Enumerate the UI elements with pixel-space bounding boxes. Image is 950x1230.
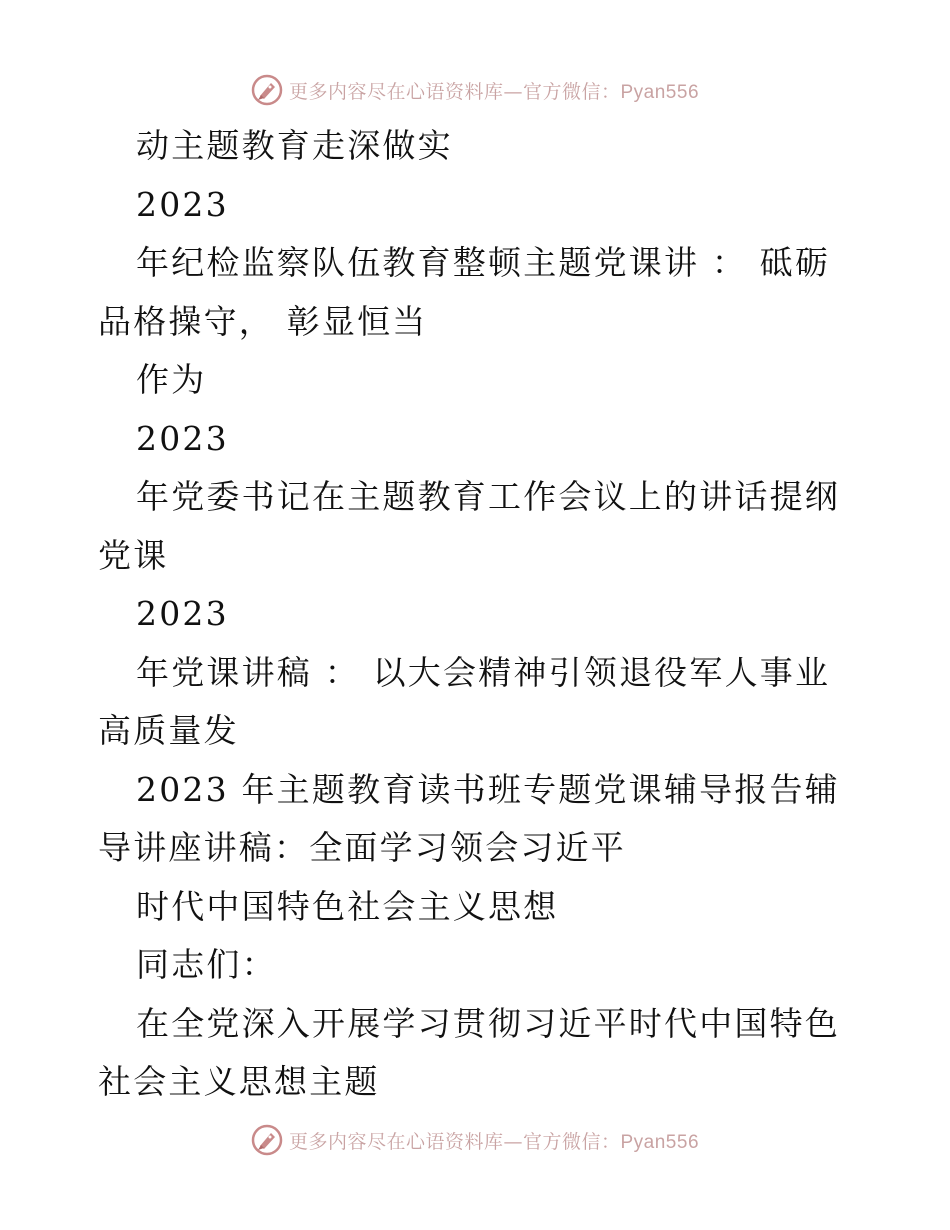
paragraph: 作为: [136, 360, 207, 399]
paragraph: 2023: [136, 418, 229, 458]
paragraph: 2023 年主题教育读书班专题党课辅导报告辅导讲座讲稿：全面学习领会习近平: [98, 769, 840, 867]
paragraph: 年纪检监察队伍教育整顿主题党课讲 ： 砥砺品格操守， 彰显恒当: [98, 243, 831, 341]
watermark-text: 更多内容尽在心语资料库—官方微信：Pyan556: [288, 80, 700, 103]
paragraph: 2023: [136, 594, 229, 633]
watermark-text: 更多内容尽在心语资料库—官方微信：Pyan556: [288, 1130, 700, 1153]
paragraph: 2023: [136, 184, 229, 224]
paragraph: 动主题教育走深做实: [136, 126, 453, 165]
paragraph: 同志们：: [136, 945, 277, 984]
footer-watermark: [0, 1120, 950, 1160]
paragraph: 时代中国特色社会主义思想: [136, 886, 559, 926]
paragraph: 在全党深入开展学习贯彻习近平时代中国特色社会主义思想主题: [98, 1003, 840, 1101]
header-watermark: [0, 70, 950, 110]
paragraph: 年党课讲稿 ： 以大会精神引领退役军人事业高质量发: [98, 652, 831, 750]
paragraph: 年党委书记在主题教育工作会议上的讲话提纲党课: [98, 477, 840, 575]
document-body: [98, 117, 858, 1112]
pen-nib-logo-icon: [251, 74, 283, 106]
pen-nib-logo-icon: [251, 1124, 283, 1156]
